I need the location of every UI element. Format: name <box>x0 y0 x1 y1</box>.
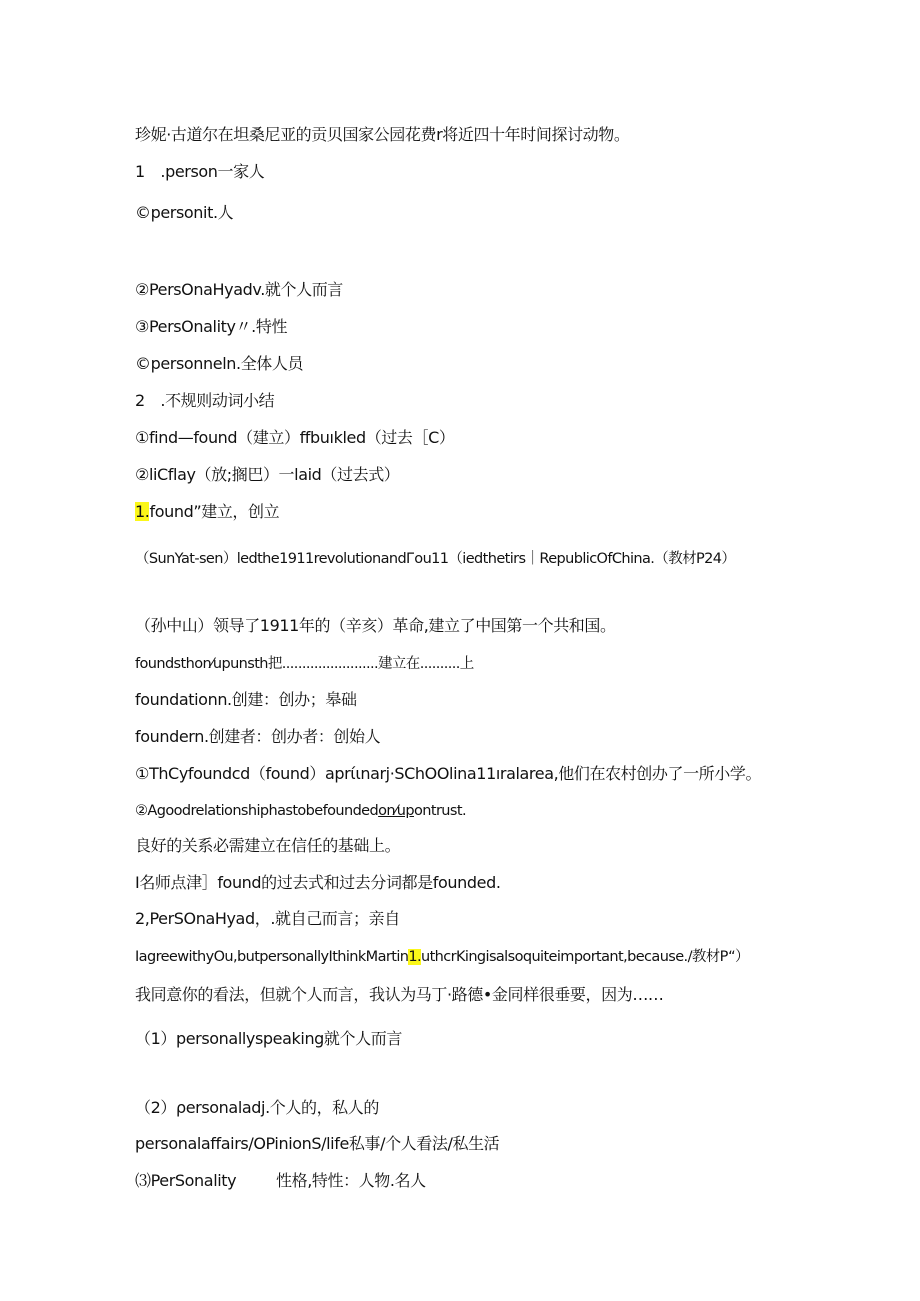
vocab-personal: （2）ρersonaladj.个人的，私人的 <box>135 1098 379 1117</box>
example-sunyatsen-zh: （孙中山）领导了1911年的（辛亥）革命,建立了中国第一个共和国。 <box>135 616 616 635</box>
example-relationship-underlined: on⁄up <box>378 803 414 819</box>
example-martin-zh: 我同意你的看法，但就个人而言，我认为马丁·路德•金同样很垂要，因为…… <box>135 985 664 1004</box>
teacher-tip: I名师点津］found的过去式和过去分词都是founded. <box>135 873 501 892</box>
vocab-founder: foundern.创建者：创办者：创始人 <box>135 727 381 746</box>
verb-lie-lay: ②liCflay（放;搁巴）一laid（过去式） <box>135 465 400 484</box>
personally-heading: 2,PerSOnaHyad，.就自己而言；亲自 <box>135 909 400 928</box>
phrase-found-on: foundsthon⁄upunsth把........................建立在..........上 <box>135 656 474 672</box>
example-relationship-en <box>135 800 466 822</box>
phrase-personally-speaking: （1）personallyspeaking就个人而言 <box>135 1029 402 1048</box>
intro-sentence: 珍妮·古道尔在坦桑尼亚的贡贝国家公园花费r将近四十年时间探讨动物。 <box>135 125 630 144</box>
example-martin-part2: uthcrKingisalsoquiteimportant,because./教材P“） <box>420 949 749 965</box>
personality-meaning: 性格,特性：人物.名人 <box>276 1171 426 1190</box>
vocab-personnel: ©personneln.全体人员 <box>135 354 304 373</box>
example-relationship-zh: 良好的关系必需建立在信任的基础上。 <box>135 836 401 855</box>
found-heading-text: found”建立，创立 <box>149 502 280 521</box>
vocab-foundation: foundationn.创建：创办；皋础 <box>135 690 357 709</box>
vocab-person: ©personit.人 <box>135 203 234 222</box>
example-martin-en <box>135 946 749 968</box>
found-heading <box>135 501 279 523</box>
vocab-personally: ②PersOnaHyadv.就个人而言 <box>135 280 343 299</box>
phrase-personal-affairs: personalaffairs/OPinionS/life私事/个人看法/私生活 <box>135 1134 500 1153</box>
verb-find-found: ①find—found（建立）ffbuıkled（过去［C） <box>135 428 455 447</box>
example-relationship-part1: ②Agoodrelationshiphastobefounded <box>135 803 379 819</box>
example-school: ①ThCyfoundcd（found）aprίιnarj·SChOOlina11ıralarea,他们在农村创办了一所小学。 <box>135 764 762 783</box>
example-sunyatsen-en: （SunYat-sen）ledthe1911revolutionandГou11（iedthetirs｜RepublicOfChina.（教材P24） <box>135 551 736 567</box>
highlight-mark: 1. <box>408 949 421 965</box>
highlight-mark: 1. <box>135 502 150 521</box>
example-martin-part1: IagreewithyOu,butpersonallyIthinkMartin <box>135 949 409 965</box>
vocab-personality-3: ⑶PerSonality <box>135 1171 237 1190</box>
vocab-personality: ③PersOnality〃.特性 <box>135 317 288 336</box>
item-1-heading: 1 .person一家人 <box>135 162 265 181</box>
item-2-heading: 2 .不规则动词小结 <box>135 391 275 410</box>
example-relationship-part2: ontrust. <box>414 803 466 819</box>
